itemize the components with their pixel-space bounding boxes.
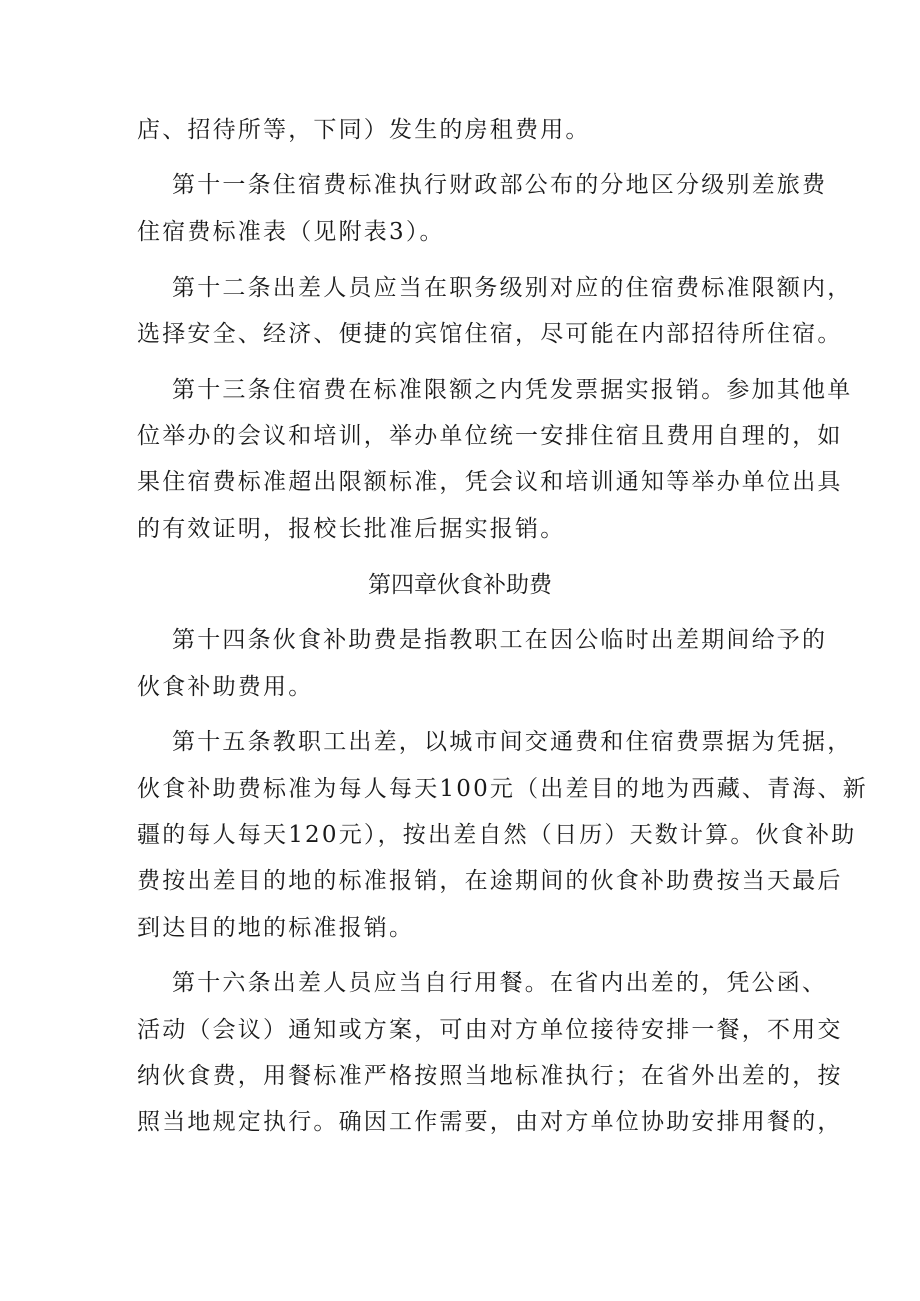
text-line: 费按出差目的地的标准报销，在途期间的伙食补助费按当天最后 [137, 868, 843, 894]
text-line: 的有效证明，报校长批准后据实报销。 [137, 516, 566, 542]
text-line: 活动（会议）通知或方案，可由对方单位接待安排一餐，不用交 [137, 1017, 843, 1043]
text-line: 第十一条住宿费标准执行财政部公布的分地区分级别差旅费 [172, 172, 828, 198]
text-line: 店、招待所等，下同）发生的房租费用。 [137, 117, 591, 143]
text-line: 第十六条出差人员应当自行用餐。在省内出差的，凭公函、 [172, 970, 828, 996]
text-line: 果住宿费标准超出限额标准，凭会议和培训通知等举办单位出具 [137, 469, 843, 495]
text-line: 照当地规定执行。确因工作需要，由对方单位协助安排用餐的， [137, 1109, 843, 1135]
text-line: 到达目的地的标准报销。 [137, 915, 415, 941]
text-line: 疆的每人每天120元），按出差自然（日历）天数计算。伙食补助 [137, 822, 857, 848]
text-line: 伙食补助费用。 [137, 674, 314, 700]
text-line: 第十四条伙食补助费是指教职工在因公临时出差期间给予的 [172, 627, 828, 653]
text-line: 住宿费标准表（见附表3）。 [137, 219, 445, 245]
text-line: 第十五条教职工出差，以城市间交通费和住宿费票据为凭据， [172, 729, 853, 755]
text-line: 伙食补助费标准为每人每天100元（出差目的地为西藏、青海、新 [137, 776, 868, 802]
text-line: 第十三条住宿费在标准限额之内凭发票据实报销。参加其他单 [172, 377, 853, 403]
text-line: 第十二条出差人员应当在职务级别对应的住宿费标准限额内， [172, 275, 853, 301]
text-line: 位举办的会议和培训，举办单位统一安排住宿且费用自理的，如 [137, 423, 843, 449]
chapter-heading: 第四章伙食补助费 [368, 572, 552, 598]
text-line: 选择安全、经济、便捷的宾馆住宿，尽可能在内部招待所住宿。 [137, 321, 843, 347]
text-line: 纳伙食费，用餐标准严格按照当地标准执行；在省外出差的，按 [137, 1063, 843, 1089]
